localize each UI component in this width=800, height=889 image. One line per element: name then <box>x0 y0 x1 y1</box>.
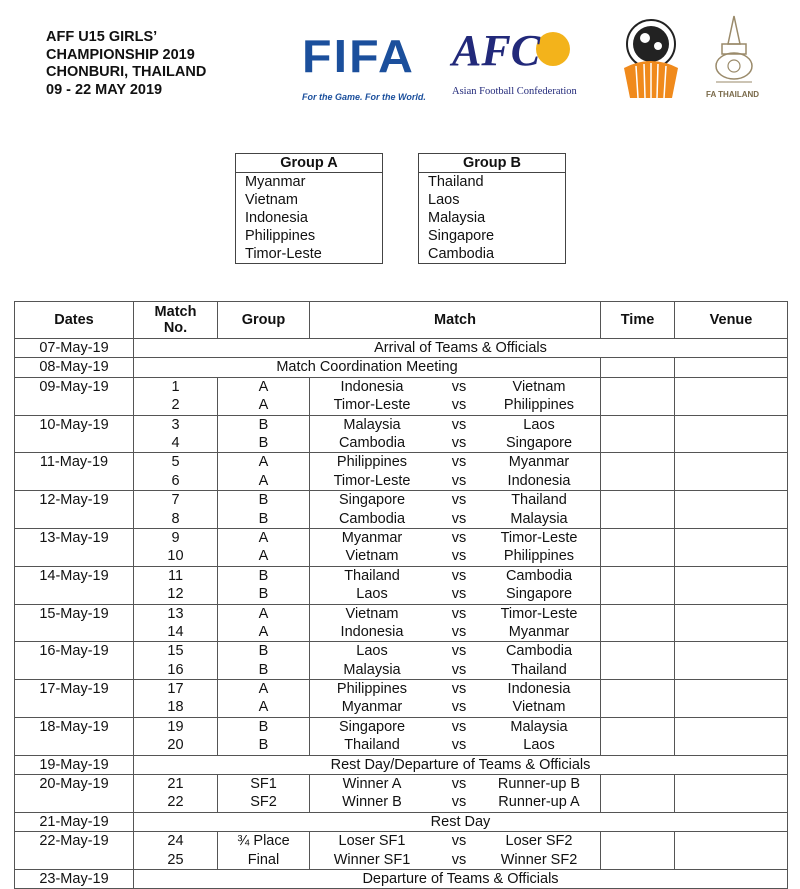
group-team: Cambodia <box>428 246 495 262</box>
away-team: Malaysia <box>510 718 568 735</box>
schedule-row <box>15 717 788 755</box>
match-cell <box>310 717 601 755</box>
match-number: 16 <box>167 661 184 678</box>
schedule-row <box>15 491 788 529</box>
vs-label: vs <box>451 510 467 527</box>
away-team: Cambodia <box>505 567 573 584</box>
home-team: Laos <box>356 586 388 603</box>
col-header-group: Group <box>218 302 310 339</box>
date-cell: 23-May-19 <box>15 870 134 889</box>
fixture <box>310 529 600 547</box>
date-cell: 19-May-19 <box>15 755 134 774</box>
fa-thailand-crest-icon <box>704 14 764 88</box>
away-team: Runner-up A <box>498 794 580 811</box>
date-cell: 07-May-19 <box>15 339 134 358</box>
match-number: 20 <box>167 737 184 754</box>
afc-tagline: Asian Football Confederation <box>452 86 577 97</box>
time-cell <box>601 642 675 680</box>
away-team: Thailand <box>511 661 567 678</box>
match-group: A <box>258 681 269 698</box>
vs-label: vs <box>451 681 467 698</box>
match-schedule-table <box>14 301 788 889</box>
fixture <box>310 510 600 528</box>
schedule-note: Rest Day/Departure of Teams & Officials <box>134 755 788 774</box>
match-group: Final <box>247 851 280 868</box>
group-cell <box>218 680 310 718</box>
date-cell: 12-May-19 <box>15 491 134 529</box>
fixture <box>310 623 600 641</box>
fixture <box>310 396 600 414</box>
match-group: A <box>258 548 269 565</box>
fixture <box>310 736 600 754</box>
schedule-row <box>15 339 788 358</box>
match-no-cell <box>134 775 218 813</box>
title-line: CHAMPIONSHIP 2019 <box>46 46 195 63</box>
match-no-cell <box>134 717 218 755</box>
vs-label: vs <box>451 851 467 868</box>
match-group: A <box>258 454 269 471</box>
match-number: 22 <box>167 794 184 811</box>
vs-label: vs <box>451 416 467 433</box>
fifa-logo <box>302 32 438 112</box>
away-team: Indonesia <box>507 681 571 698</box>
vs-label: vs <box>451 434 467 451</box>
fixture <box>310 832 600 850</box>
group-cell <box>218 415 310 453</box>
vs-label: vs <box>451 472 467 489</box>
match-group: B <box>258 718 269 735</box>
match-number: 1 <box>171 378 180 395</box>
fixture <box>310 851 600 869</box>
home-team: Indonesia <box>340 378 404 395</box>
match-group: A <box>258 529 269 546</box>
home-team: Winner A <box>342 776 402 793</box>
aff-logo <box>618 14 684 100</box>
match-cell <box>310 491 601 529</box>
away-team: Vietnam <box>512 378 566 395</box>
match-group: SF2 <box>250 794 277 811</box>
tournament-title <box>46 29 206 99</box>
col-header-venue: Venue <box>675 302 788 339</box>
match-no-cell <box>134 528 218 566</box>
match-cell <box>310 604 601 642</box>
fifa-wordmark: FIFA <box>302 30 416 82</box>
group-team: Laos <box>428 192 460 208</box>
date-cell: 17-May-19 <box>15 680 134 718</box>
schedule-row <box>15 453 788 491</box>
away-team: Myanmar <box>508 623 570 640</box>
home-team: Malaysia <box>343 661 401 678</box>
home-team: Philippines <box>336 454 408 471</box>
venue-cell <box>675 358 788 377</box>
group-cell <box>218 604 310 642</box>
match-no-cell <box>134 453 218 491</box>
venue-cell <box>675 528 788 566</box>
match-number: 21 <box>167 776 184 793</box>
vs-label: vs <box>451 794 467 811</box>
venue-cell <box>675 453 788 491</box>
time-cell <box>601 358 675 377</box>
match-group: ¾ Place <box>237 833 290 850</box>
fixture <box>310 775 600 793</box>
match-number: 11 <box>167 567 184 584</box>
fixture <box>310 793 600 811</box>
vs-label: vs <box>451 661 467 678</box>
home-team: Myanmar <box>341 699 403 716</box>
time-cell <box>601 717 675 755</box>
date-cell: 14-May-19 <box>15 566 134 604</box>
away-team: Winner SF2 <box>500 851 578 868</box>
col-header-dates: Dates <box>15 302 134 339</box>
match-group: B <box>258 643 269 660</box>
away-team: Cambodia <box>505 643 573 660</box>
col-header-match: Match <box>310 302 601 339</box>
group-team: Philippines <box>245 228 316 244</box>
match-cell <box>310 453 601 491</box>
match-number: 5 <box>171 454 180 471</box>
group-team: Timor-Leste <box>245 246 322 262</box>
group-team: Vietnam <box>245 192 298 208</box>
fifa-tagline: For the Game. For the World. <box>302 92 426 102</box>
match-number: 18 <box>167 699 184 716</box>
group-cell <box>218 832 310 870</box>
home-team: Timor-Leste <box>333 397 411 414</box>
schedule-row <box>15 775 788 813</box>
col-header-line: Match <box>154 304 197 320</box>
group-cell <box>218 566 310 604</box>
fixture <box>310 453 600 471</box>
away-team: Singapore <box>505 586 573 603</box>
group-heading: Group A <box>236 154 382 173</box>
match-group: B <box>258 492 269 509</box>
group-cell <box>218 717 310 755</box>
match-number: 4 <box>171 434 180 451</box>
schedule-row <box>15 832 788 870</box>
sponsor-logos <box>300 14 770 104</box>
match-group: SF1 <box>250 776 277 793</box>
match-number: 2 <box>171 397 180 414</box>
home-team: Winner SF1 <box>333 851 411 868</box>
schedule-row <box>15 377 788 415</box>
group-cell <box>218 453 310 491</box>
schedule-row <box>15 642 788 680</box>
home-team: Vietnam <box>345 548 399 565</box>
fixture <box>310 567 600 585</box>
group-b-box <box>418 153 566 264</box>
match-group: B <box>258 586 269 603</box>
match-cell <box>310 415 601 453</box>
away-team: Singapore <box>505 434 573 451</box>
schedule-row <box>15 358 788 377</box>
away-team: Runner-up B <box>497 776 581 793</box>
group-a-box <box>235 153 383 264</box>
afc-wordmark: AFC <box>452 26 541 75</box>
home-team: Laos <box>356 643 388 660</box>
venue-cell <box>675 775 788 813</box>
venue-cell <box>675 566 788 604</box>
match-group: A <box>258 397 269 414</box>
fixture <box>310 491 600 509</box>
match-no-cell <box>134 604 218 642</box>
home-team: Myanmar <box>341 529 403 546</box>
group-heading: Group B <box>419 154 565 173</box>
away-team: Timor-Leste <box>500 529 578 546</box>
time-cell <box>601 604 675 642</box>
vs-label: vs <box>451 699 467 716</box>
group-cell <box>218 775 310 813</box>
match-number: 8 <box>171 510 180 527</box>
match-cell <box>310 775 601 813</box>
match-number: 25 <box>167 851 184 868</box>
fixture <box>310 605 600 623</box>
date-cell: 21-May-19 <box>15 812 134 831</box>
venue-cell <box>675 415 788 453</box>
vs-label: vs <box>451 643 467 660</box>
fa-thailand-caption: FA THAILAND <box>706 90 760 99</box>
table-header-row <box>15 302 788 339</box>
match-group: B <box>258 416 269 433</box>
match-number: 12 <box>167 586 184 603</box>
vs-label: vs <box>451 492 467 509</box>
schedule-note: Rest Day <box>134 812 788 831</box>
schedule-row <box>15 415 788 453</box>
match-no-cell <box>134 832 218 870</box>
match-number: 9 <box>171 529 180 546</box>
venue-cell <box>675 604 788 642</box>
home-team: Indonesia <box>340 623 404 640</box>
time-cell <box>601 775 675 813</box>
group-team: Myanmar <box>245 174 306 190</box>
group-cell <box>218 528 310 566</box>
home-team: Thailand <box>344 567 400 584</box>
home-team: Timor-Leste <box>333 472 411 489</box>
time-cell <box>601 377 675 415</box>
col-header-match-no <box>134 302 218 339</box>
match-group: A <box>258 378 269 395</box>
vs-label: vs <box>451 833 467 850</box>
match-no-cell <box>134 491 218 529</box>
fixture <box>310 718 600 736</box>
vs-label: vs <box>451 718 467 735</box>
away-team: Laos <box>523 416 555 433</box>
match-no-cell <box>134 415 218 453</box>
fixture <box>310 680 600 698</box>
away-team: Myanmar <box>508 454 570 471</box>
group-cell <box>218 377 310 415</box>
home-team: Philippines <box>336 681 408 698</box>
match-cell <box>310 680 601 718</box>
schedule-body <box>15 339 788 889</box>
home-team: Cambodia <box>338 510 406 527</box>
group-team: Thailand <box>428 174 484 190</box>
vs-label: vs <box>451 776 467 793</box>
match-number: 19 <box>167 718 184 735</box>
home-team: Loser SF1 <box>338 833 406 850</box>
venue-cell <box>675 717 788 755</box>
vs-label: vs <box>451 586 467 603</box>
fixture <box>310 661 600 679</box>
title-line: AFF U15 GIRLS’ <box>46 29 158 45</box>
match-group: A <box>258 699 269 716</box>
time-cell <box>601 832 675 870</box>
home-team: Winner B <box>342 794 402 811</box>
time-cell <box>601 491 675 529</box>
fa-thailand-logo <box>704 14 764 100</box>
group-team: Indonesia <box>245 210 308 226</box>
match-group: B <box>258 661 269 678</box>
title-line: 09 - 22 MAY 2019 <box>46 81 163 98</box>
match-number: 7 <box>171 492 180 509</box>
group-team: Singapore <box>428 228 495 244</box>
vs-label: vs <box>451 397 467 414</box>
away-team: Laos <box>523 737 555 754</box>
aff-emblem-icon <box>618 14 684 100</box>
schedule-note: Departure of Teams & Officials <box>134 870 788 889</box>
away-team: Timor-Leste <box>500 605 578 622</box>
match-number: 10 <box>167 548 184 565</box>
match-number: 6 <box>171 472 180 489</box>
away-team: Malaysia <box>510 510 568 527</box>
time-cell <box>601 680 675 718</box>
match-cell <box>310 642 601 680</box>
match-no-cell <box>134 642 218 680</box>
venue-cell <box>675 680 788 718</box>
vs-label: vs <box>451 605 467 622</box>
match-group: B <box>258 434 269 451</box>
home-team: Thailand <box>344 737 400 754</box>
group-cell <box>218 642 310 680</box>
match-number: 15 <box>167 643 184 660</box>
date-cell: 20-May-19 <box>15 775 134 813</box>
match-no-cell <box>134 566 218 604</box>
match-group: A <box>258 472 269 489</box>
time-cell <box>601 528 675 566</box>
time-cell <box>601 453 675 491</box>
date-cell: 22-May-19 <box>15 832 134 870</box>
match-number: 13 <box>167 605 184 622</box>
date-cell: 15-May-19 <box>15 604 134 642</box>
away-team: Vietnam <box>512 699 566 716</box>
vs-label: vs <box>451 567 467 584</box>
match-group: A <box>258 605 269 622</box>
col-header-line: No. <box>163 320 188 336</box>
venue-cell <box>675 832 788 870</box>
vs-label: vs <box>451 737 467 754</box>
match-group: B <box>258 567 269 584</box>
schedule-row <box>15 870 788 889</box>
fixture <box>310 472 600 490</box>
date-cell: 11-May-19 <box>15 453 134 491</box>
venue-cell <box>675 377 788 415</box>
away-team: Loser SF2 <box>505 833 573 850</box>
match-cell <box>310 377 601 415</box>
fixture <box>310 547 600 565</box>
match-group: B <box>258 510 269 527</box>
schedule-row <box>15 528 788 566</box>
date-cell: 08-May-19 <box>15 358 134 377</box>
schedule-row <box>15 604 788 642</box>
home-team: Vietnam <box>345 605 399 622</box>
afc-logo <box>452 28 592 114</box>
match-number: 24 <box>167 833 184 850</box>
schedule-row <box>15 755 788 774</box>
match-number: 3 <box>171 416 180 433</box>
date-cell: 13-May-19 <box>15 528 134 566</box>
match-cell <box>310 566 601 604</box>
schedule-row <box>15 680 788 718</box>
group-cell <box>218 491 310 529</box>
match-group: A <box>258 623 269 640</box>
away-team: Philippines <box>503 397 575 414</box>
schedule-note: Match Coordination Meeting <box>134 358 601 377</box>
vs-label: vs <box>451 623 467 640</box>
fixture <box>310 698 600 716</box>
fixture <box>310 416 600 434</box>
date-cell: 18-May-19 <box>15 717 134 755</box>
date-cell: 10-May-19 <box>15 415 134 453</box>
home-team: Cambodia <box>338 434 406 451</box>
time-cell <box>601 566 675 604</box>
schedule-row <box>15 566 788 604</box>
fixture <box>310 434 600 452</box>
match-cell <box>310 528 601 566</box>
vs-label: vs <box>451 548 467 565</box>
match-no-cell <box>134 680 218 718</box>
time-cell <box>601 415 675 453</box>
match-cell <box>310 832 601 870</box>
title-line: CHONBURI, THAILAND <box>46 64 207 80</box>
match-number: 14 <box>167 623 184 640</box>
fixture <box>310 378 600 396</box>
fixture <box>310 585 600 603</box>
home-team: Malaysia <box>343 416 401 433</box>
fixture <box>310 642 600 660</box>
date-cell: 09-May-19 <box>15 377 134 415</box>
schedule-note: Arrival of Teams & Officials <box>134 339 788 358</box>
match-group: B <box>258 737 269 754</box>
vs-label: vs <box>451 454 467 471</box>
vs-label: vs <box>451 378 467 395</box>
away-team: Thailand <box>511 492 567 509</box>
group-team: Malaysia <box>428 210 486 226</box>
venue-cell <box>675 491 788 529</box>
away-team: Indonesia <box>507 472 571 489</box>
date-cell: 16-May-19 <box>15 642 134 680</box>
away-team: Philippines <box>503 548 575 565</box>
venue-cell <box>675 642 788 680</box>
home-team: Singapore <box>338 718 406 735</box>
home-team: Singapore <box>338 492 406 509</box>
schedule-row <box>15 812 788 831</box>
col-header-time: Time <box>601 302 675 339</box>
match-number: 17 <box>167 681 184 698</box>
vs-label: vs <box>451 529 467 546</box>
match-no-cell <box>134 377 218 415</box>
